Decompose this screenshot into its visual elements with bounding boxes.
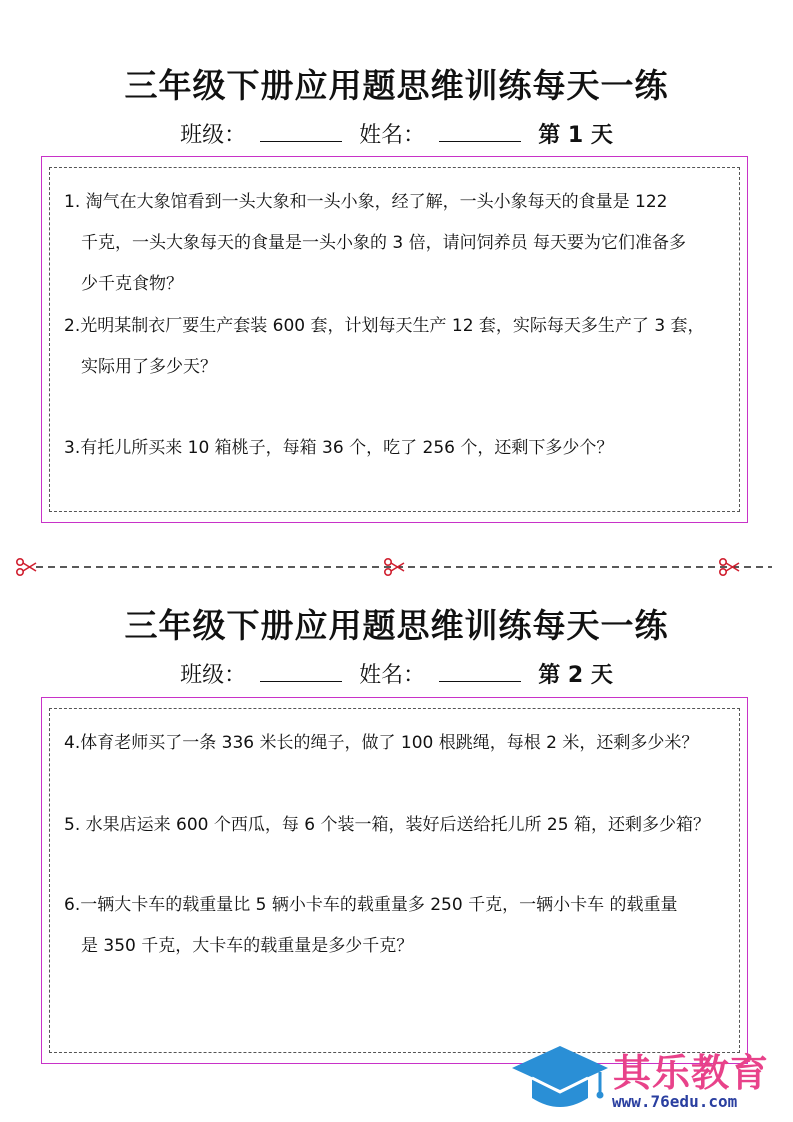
name-label: 姓名：	[359, 123, 426, 148]
logo-url: www.76edu.com	[612, 1092, 738, 1111]
question-box	[49, 708, 740, 1053]
class-blank	[260, 121, 342, 142]
question-4: 4.体育老师买了一条 336 米长的绳子，做了 100 根跳绳，每根 2 米，还剩多少米？	[64, 733, 699, 753]
question-box	[49, 167, 740, 512]
class-label: 班级：	[180, 123, 247, 148]
name-blank	[439, 661, 521, 682]
student-info-line	[0, 118, 793, 149]
class-label: 班级：	[180, 663, 247, 688]
student-info-line	[0, 658, 793, 689]
question-1: 1. 淘气在大象馆看到一头大象和一头小象，经了解，一头小象每天的食量是 122 千克，一头大象每天的食量是一头小象的 3 倍，请问饲养员 每天要为它们准备多 少千克食物？	[64, 192, 687, 294]
name-label: 姓名：	[359, 663, 426, 688]
page-title: 三年级下册应用题思维训练每天一练	[124, 66, 669, 105]
name-blank	[439, 121, 521, 142]
day-label: 第 1 天	[538, 123, 613, 148]
brand-logo	[508, 1040, 788, 1118]
cut-line	[14, 555, 779, 579]
logo-name: 其乐教育	[613, 1051, 770, 1095]
question-2: 2.光明某制衣厂要生产套装 600 套，计划每天生产 12 套，实际每天多生产了 3 套， 实际用了多少天？	[64, 316, 705, 377]
question-6: 6.一辆大卡车的载重量比 5 辆小卡车的载重量多 250 千克，一辆小卡车 的载重量 是 350 千克，大卡车的载重量是多少千克？	[64, 895, 678, 956]
class-blank	[260, 661, 342, 682]
scissors-icon	[17, 559, 36, 575]
question-frame	[41, 156, 748, 523]
question-5: 5. 水果店运来 600 个西瓜，每 6 个装一箱，装好后送给托儿所 25 箱，还剩多少箱？	[64, 815, 710, 835]
page-title: 三年级下册应用题思维训练每天一练	[124, 606, 669, 645]
graduation-cap-icon	[508, 1040, 612, 1118]
question-frame	[41, 697, 748, 1064]
question-3: 3.有托儿所买来 10 箱桃子，每箱 36 个，吃了 256 个，还剩下多少个？	[64, 438, 614, 458]
day-label: 第 2 天	[538, 663, 613, 688]
